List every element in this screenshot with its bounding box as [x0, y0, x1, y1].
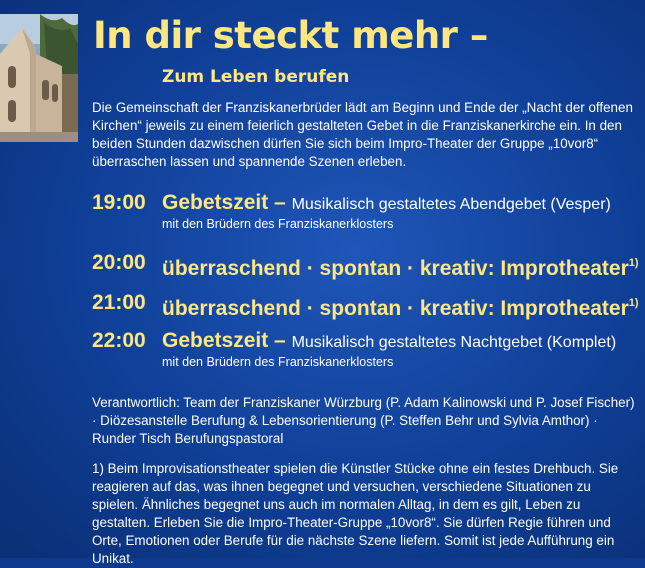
- church-photo: [0, 14, 78, 142]
- schedule-time: 20:00: [92, 251, 146, 274]
- schedule-subtext: mit den Brüdern des Franziskanerklosters: [162, 355, 394, 369]
- intro-paragraph: Die Gemeinschaft der Franziskanerbrüder lädt am Beginn und Ende der „Nacht der offenen Kirchen“ jeweils zu einem feierlich gestalteten Gebet in die Franziskanerkirche ein. In den beiden Stunden dazwischen dürfen Sie sich beim Impro-Theater der Gruppe „10vor8“ überraschen lassen und spannende Szenen erleben.: [92, 100, 633, 169]
- schedule-heading: überraschend · spontan · kreativ: Improtheater: [162, 297, 629, 320]
- schedule-description: Musikalisch gestaltetes Nachtgebet (Komplet): [291, 334, 617, 351]
- schedule-time: 22:00: [92, 329, 146, 352]
- schedule-heading-line: [162, 190, 611, 218]
- schedule-time: 19:00: [92, 191, 146, 214]
- schedule-subtext: mit den Brüdern des Franziskanerklosters: [162, 217, 394, 231]
- footnote-paragraph: 1) Beim Improvisationstheater spielen die Künstler Stücke ohne ein festes Drehbuch. Sie reagieren auf das, was ihnen begegnet und versuchen, verschiedene Situationen zu spielen. Ähnliches begegnet uns auch im normalen Alltag, in dem es gilt, Leben zu gestalten. Erleben Sie die Impro-Theater-Gruppe „10vor8“. Sie dürfen Regie führen und Orte, Emotionen oder Berufe für die nächste Szene liefern. Somit ist jede Aufführung ein Unikat.: [92, 461, 619, 566]
- footnote-marker: 1): [628, 297, 639, 309]
- schedule-heading: Gebetszeit –: [162, 329, 286, 352]
- schedule-description: Musikalisch gestaltetes Abendgebet (Vesper): [291, 196, 611, 213]
- schedule-heading: überraschend · spontan · kreativ: Improtheater: [162, 257, 629, 280]
- schedule-heading-line: [162, 328, 616, 356]
- page-title: In dir steckt mehr –: [93, 14, 488, 57]
- schedule-time: 21:00: [92, 291, 146, 314]
- footnote-marker: 1): [628, 257, 639, 269]
- schedule-heading: Gebetszeit –: [162, 191, 286, 214]
- page-subtitle: Zum Leben berufen: [162, 67, 350, 87]
- schedule-heading-line: [162, 290, 639, 322]
- responsible-paragraph: Verantwortlich: Team der Franziskaner Würzburg (P. Adam Kalinowski und P. Josef Fischer) · Diözesanstelle Berufung & Lebensorientierung (P. Steffen Behr und Sylvia Amthor) · Runder Tisch Berufungspastoral: [92, 395, 635, 446]
- schedule-heading-line: [162, 250, 639, 282]
